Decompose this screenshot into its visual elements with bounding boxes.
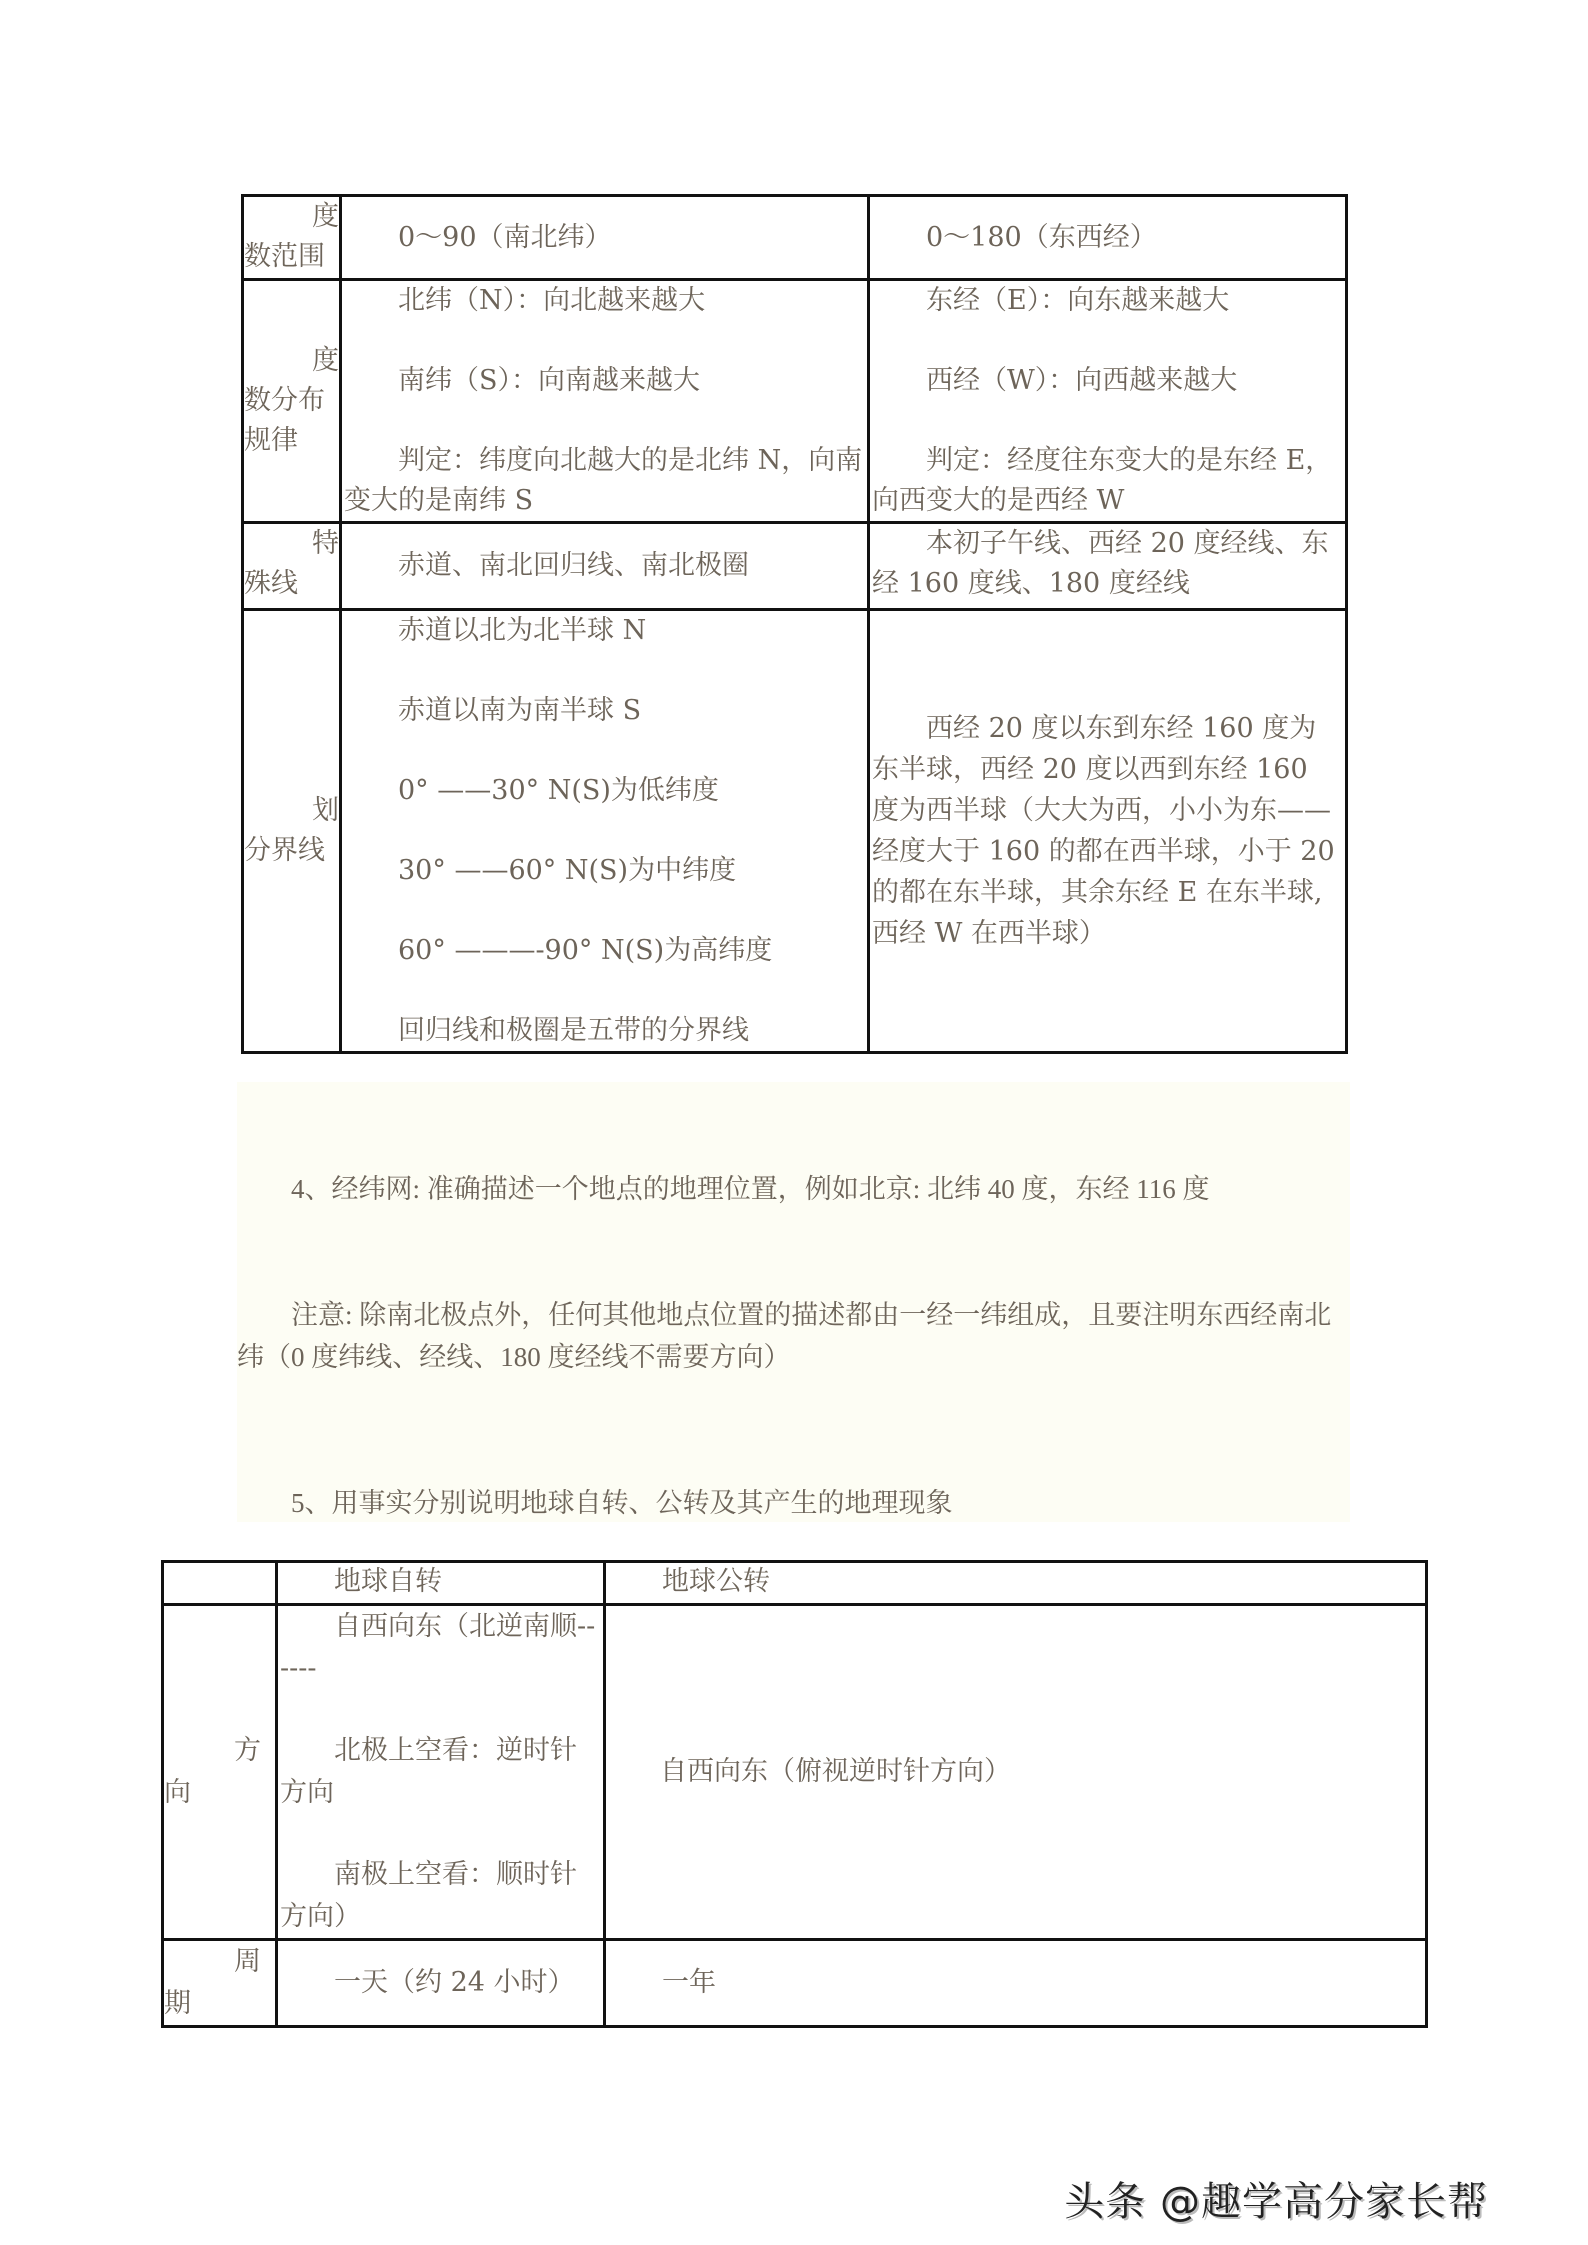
- longitude-cell: 西经 20 度以东到东经 160 度为东半球，西经 20 度以西到东经 160 度为西半球（大大为西，小小为东——经度大于 160 的都在西半球，小于 20 的都在东半球，其余东经 E 在东半球,西经 W 在西半球）: [869, 610, 1347, 1053]
- table-row-direction: [163, 1605, 1427, 1940]
- table-row-dividing-lines: [243, 610, 1347, 1053]
- latitude-cell: 北纬（N）：向北越来越大 南纬（S）：向南越来越大 判定：纬度向北越大的是北纬 N，向南变大的是南纬 S: [341, 280, 869, 523]
- table-row-special-lines: [243, 523, 1347, 610]
- revolution-cell: 一年: [605, 1940, 1427, 2027]
- header-empty: [163, 1562, 277, 1605]
- longitude-cell: 0～180（东西经）: [869, 196, 1347, 280]
- row-label: 度 数分布规律: [243, 280, 341, 523]
- row-label: 方 向: [163, 1605, 277, 1940]
- row-label: 划 分界线: [243, 610, 341, 1053]
- table-header-row: [163, 1562, 1427, 1605]
- longitude-cell: 本初子午线、西经 20 度经线、东经 160 度线、180 度经线: [869, 523, 1347, 610]
- latitude-cell: 赤道以北为北半球 N 赤道以南为南半球 S 0° ——30° N(S)为低纬度 30° ——60° N(S)为中纬度 60° ———-90° N(S)为高纬度 回归线和极圈是五带的分界线: [341, 610, 869, 1053]
- rotation-revolution-table: [161, 1560, 1428, 2028]
- longitude-cell: 东经（E）：向东越来越大 西经（W）：向西越来越大 判定：经度往东变大的是东经 E，向西变大的是西经 W: [869, 280, 1347, 523]
- item-5-heading: 5、用事实分别说明地球自转、公转及其产生的地理现象: [291, 1488, 953, 1518]
- header-rotation: 地球自转: [277, 1562, 605, 1605]
- latitude-cell: 赤道、南北回归线、南北极圈: [341, 523, 869, 610]
- rotation-cell: 一天（约 24 小时）: [277, 1940, 605, 2027]
- item-4-text: 4、经纬网: 准确描述一个地点的地理位置，例如北京: 北纬 40 度，东经 116 度: [291, 1174, 1210, 1204]
- table-row-degree-distribution: [243, 280, 1347, 523]
- table-row-period: [163, 1940, 1427, 2027]
- row-label: 周 期: [163, 1940, 277, 2027]
- table-row-degree-range: [243, 196, 1347, 280]
- revolution-cell: 自西向东（俯视逆时针方向）: [605, 1605, 1427, 1940]
- notes-section: [237, 1082, 1350, 1522]
- lat-long-comparison-table: [241, 194, 1348, 1054]
- header-revolution: 地球公转: [605, 1562, 1427, 1605]
- row-label: 特 殊线: [243, 523, 341, 610]
- rotation-cell: 自西向东（北逆南顺------ 北极上空看：逆时针方向 南极上空看：顺时针方向）: [277, 1605, 605, 1940]
- latitude-cell: 0～90（南北纬）: [341, 196, 869, 280]
- row-label: 度 数范围: [243, 196, 341, 280]
- item-4-note: 注意: 除南北极点外，任何其他地点位置的描述都由一经一纬组成，且要注明东西经南北纬（0 度纬线、经线、180 度经线不需要方向）: [237, 1300, 1332, 1372]
- watermark: 头条 @趣学高分家长帮: [1064, 2179, 1488, 2225]
